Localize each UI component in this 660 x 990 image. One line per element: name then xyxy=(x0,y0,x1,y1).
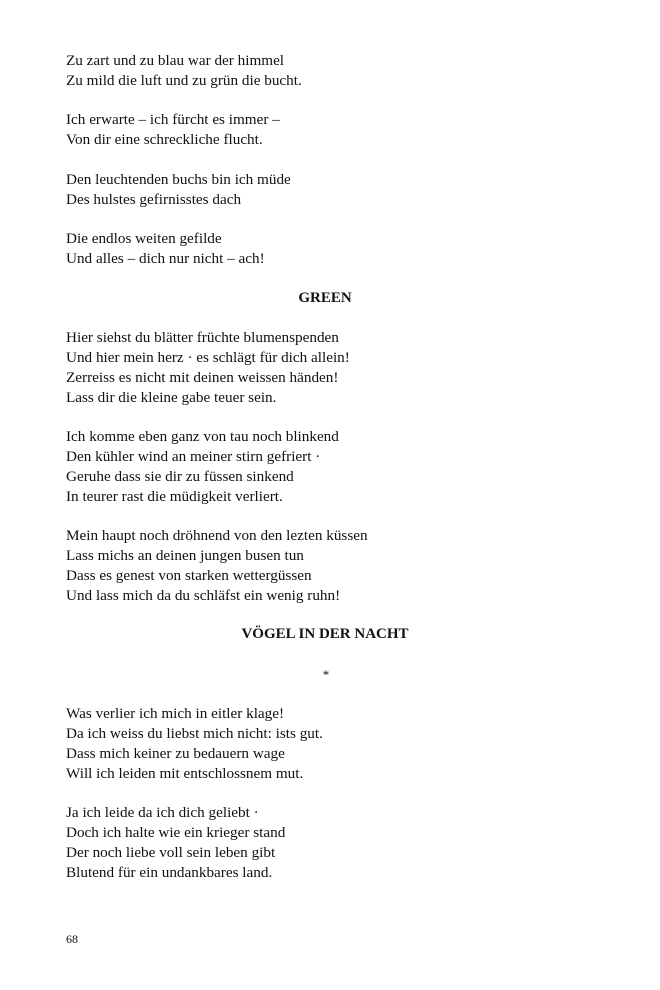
stanza xyxy=(66,526,586,605)
verse-line: Da ich weiss du liebst mich nicht: ists gut. xyxy=(66,725,323,743)
stanza xyxy=(66,51,586,91)
verse-line: Die endlos weiten gefilde xyxy=(66,230,222,248)
verse-line: Mein haupt noch dröhnend von den lezten küssen xyxy=(66,527,368,545)
verse-line: Doch ich halte wie ein krieger stand xyxy=(66,824,286,842)
verse-line: Des hulstes gefirnisstes dach xyxy=(66,190,242,208)
stanza xyxy=(66,229,586,269)
verse-line: Was verlier ich mich in eitler klage! xyxy=(66,705,285,723)
verse-line: Geruhe dass sie dir zu füssen sinkend xyxy=(66,467,294,485)
verse-line: Von dir eine schreckliche flucht. xyxy=(66,131,263,149)
verse-line: Zu mild die luft und zu grün die bucht. xyxy=(66,71,302,89)
verse-line: Und lass mich da du schläfst ein wenig ruhn! xyxy=(66,586,341,604)
stanza xyxy=(66,328,586,407)
stanza xyxy=(66,110,586,150)
verse-line: In teurer rast die müdigkeit verliert. xyxy=(66,487,283,505)
verse-line: Der noch liebe voll sein leben gibt xyxy=(66,843,276,861)
verse-line: Lass michs an deinen jungen busen tun xyxy=(66,546,304,564)
verse-line: Zerreiss es nicht mit deinen weissen händen! xyxy=(66,368,339,386)
verse-line: Dass mich keiner zu bedauern wage xyxy=(66,744,285,762)
verse-line: Dass es genest von starken wettergüssen xyxy=(66,566,312,584)
verse-line: Ich erwarte – ich fürcht es immer – xyxy=(66,111,280,129)
poem-title-voegel: VÖGEL IN DER NACHT xyxy=(241,626,409,643)
verse-line: Den kühler wind an meiner stirn gefriert · xyxy=(66,447,321,465)
poem-title-green: GREEN xyxy=(298,289,352,306)
verse-line: Lass dir die kleine gabe teuer sein. xyxy=(66,388,277,406)
stanza xyxy=(66,704,586,783)
page-number: 68 xyxy=(66,932,78,946)
verse-line: Und hier mein herz · es schlägt für dich allein! xyxy=(66,348,350,366)
verse-line: Den leuchtenden buchs bin ich müde xyxy=(66,170,291,188)
verse-line: Blutend für ein undankbares land. xyxy=(66,863,273,881)
verse-line: Ich komme eben ganz von tau noch blinkend xyxy=(66,428,339,446)
verse-line: Zu zart und zu blau war der himmel xyxy=(66,52,285,69)
verse-line: Ja ich leide da ich dich geliebt · xyxy=(66,804,259,822)
stanza xyxy=(66,803,586,882)
verse-line: Hier siehst du blätter früchte blumenspenden xyxy=(66,329,339,347)
verse-line: Und alles – dich nur nicht – ach! xyxy=(66,249,265,267)
stanza xyxy=(66,170,586,210)
verse-line: Will ich leiden mit entschlossnem mut. xyxy=(66,764,304,782)
section-star: * xyxy=(322,666,330,682)
page-body xyxy=(66,51,586,882)
stanza xyxy=(66,427,586,506)
